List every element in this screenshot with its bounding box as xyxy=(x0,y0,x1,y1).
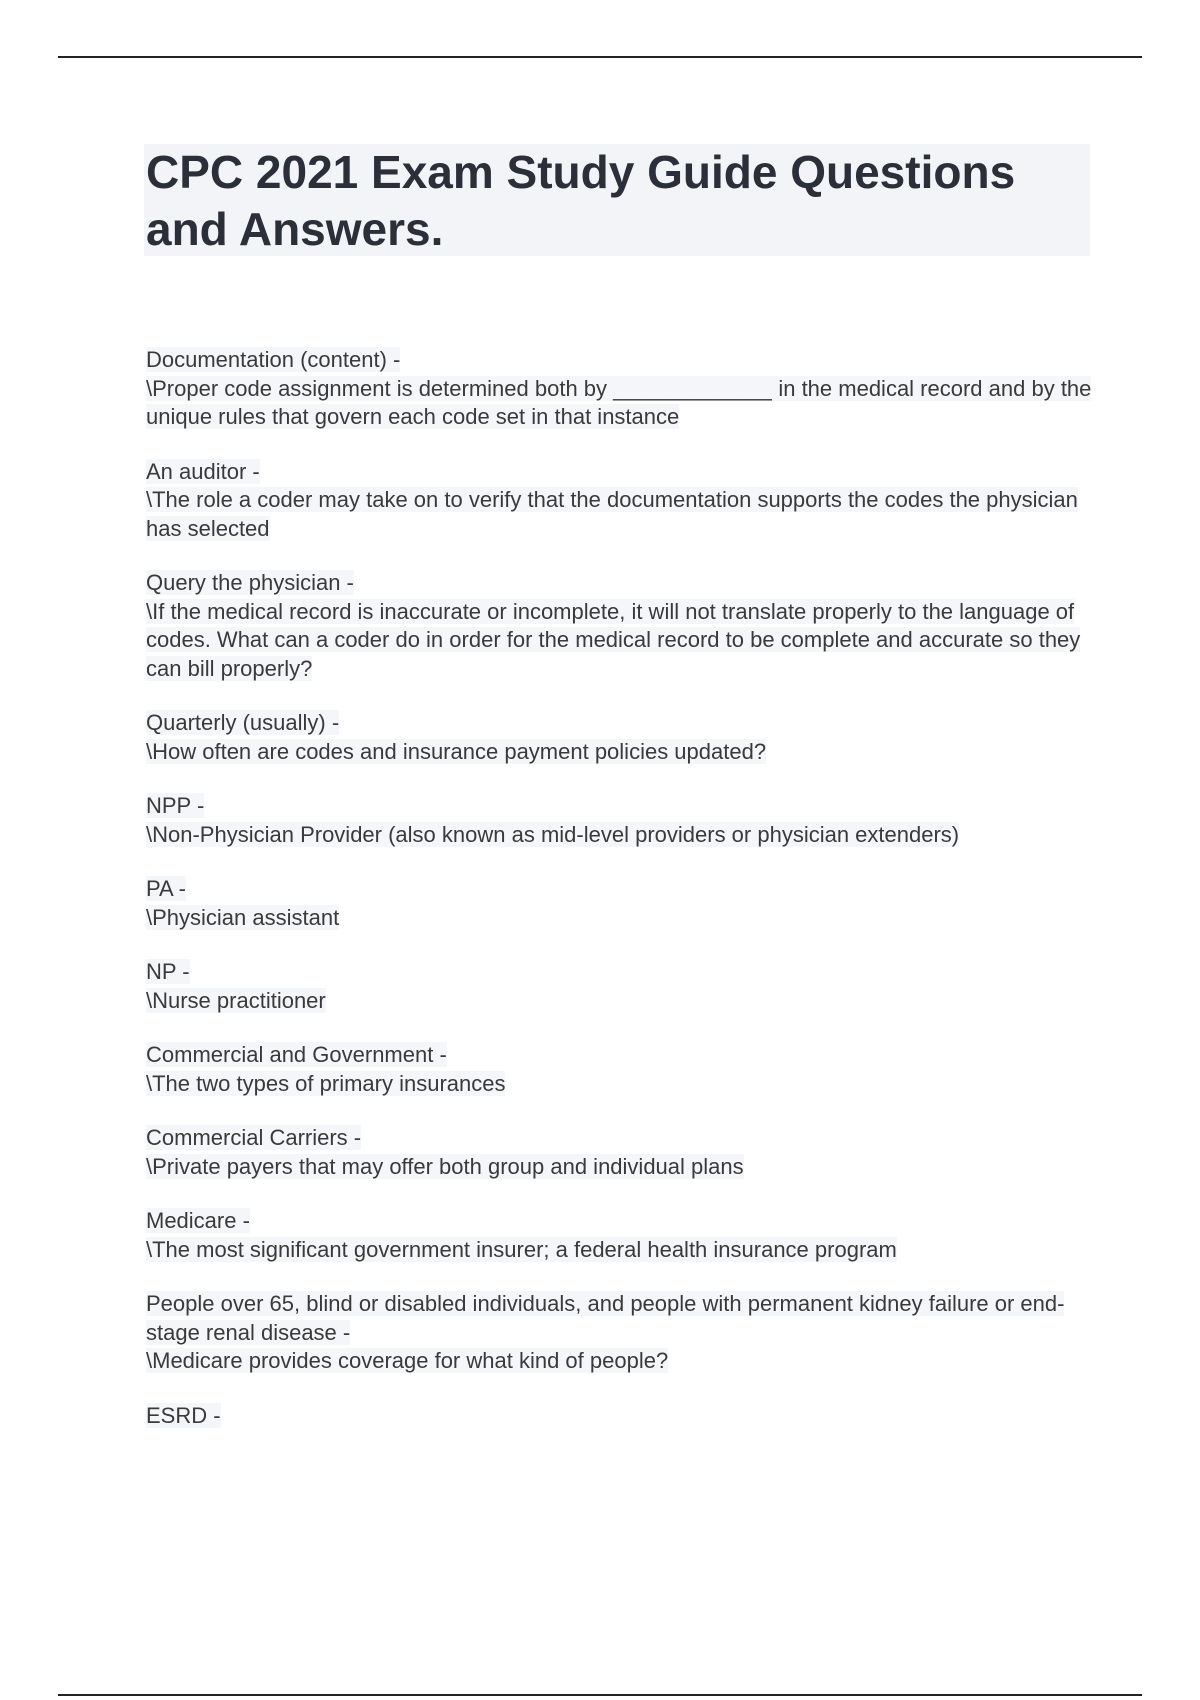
qa-item-query-physician xyxy=(146,569,1106,683)
definition-part-1: \Proper code assignment is determined both by xyxy=(146,375,614,401)
qa-definition: \Non-Physician Provider (also known as mid-level providers or physician extenders) xyxy=(146,821,960,847)
qa-term: Quarterly (usually) - xyxy=(146,710,340,735)
qa-definition: \The most significant government insurer; a federal health insurance program xyxy=(146,1236,897,1262)
qa-term: NP - xyxy=(146,959,190,984)
qa-item-medicare-coverage xyxy=(146,1290,1106,1376)
qa-term: ESRD - xyxy=(146,1402,221,1428)
qa-definition: \If the medical record is inaccurate or incomplete, it will not translate properly to the language of codes. What can a coder do in order for the medical record to be complete and accurate so they can bill properly? xyxy=(146,598,1081,681)
qa-item-commercial-carriers xyxy=(146,1124,1106,1181)
qa-item-medicare xyxy=(146,1207,1106,1264)
qa-term: Query the physician - xyxy=(146,570,354,595)
qa-item-auditor xyxy=(146,458,1106,544)
qa-definition: \The two types of primary insurances xyxy=(146,1070,506,1096)
qa-definition: \Medicare provides coverage for what kind of people? xyxy=(146,1348,669,1373)
qa-definition: \The role a coder may take on to verify that the documentation supports the codes the physician has selected xyxy=(146,487,1078,541)
qa-item-documentation xyxy=(146,346,1106,432)
qa-term: Documentation (content) - xyxy=(146,347,401,372)
qa-item-commercial-government xyxy=(146,1041,1106,1098)
qa-term: An auditor - xyxy=(146,458,260,484)
qa-definition xyxy=(146,375,1106,432)
qa-item-esrd xyxy=(146,1402,1106,1431)
qa-definition: \How often are codes and insurance payment policies updated? xyxy=(146,738,767,764)
qa-term: Commercial and Government - xyxy=(146,1042,447,1067)
qa-term: People over 65, blind or disabled individuals, and people with permanent kidney failure or end-stage renal disease - xyxy=(146,1291,1065,1345)
qa-term: NPP - xyxy=(146,793,205,818)
qa-item-npp xyxy=(146,792,1106,849)
qa-definition: \Physician assistant xyxy=(146,904,340,930)
footer-rule xyxy=(58,1694,1142,1696)
qa-term: Medicare - xyxy=(146,1208,250,1233)
qa-item-pa xyxy=(146,875,1106,932)
qa-definition: \Nurse practitioner xyxy=(146,987,326,1013)
definition-part-2: in the medical record and by the unique rules that govern each code set in that instance xyxy=(146,375,1092,429)
qa-term: PA - xyxy=(146,876,186,901)
fill-in-blank: _____________ xyxy=(613,375,773,401)
qa-term: Commercial Carriers - xyxy=(146,1125,362,1150)
qa-definition: \Private payers that may offer both group and individual plans xyxy=(146,1153,744,1179)
qa-list xyxy=(146,346,1106,1456)
document-title: CPC 2021 Exam Study Guide Questions and Answers. xyxy=(146,146,1016,255)
qa-item-np xyxy=(146,958,1106,1015)
qa-item-quarterly xyxy=(146,709,1106,766)
header-rule xyxy=(58,56,1142,58)
